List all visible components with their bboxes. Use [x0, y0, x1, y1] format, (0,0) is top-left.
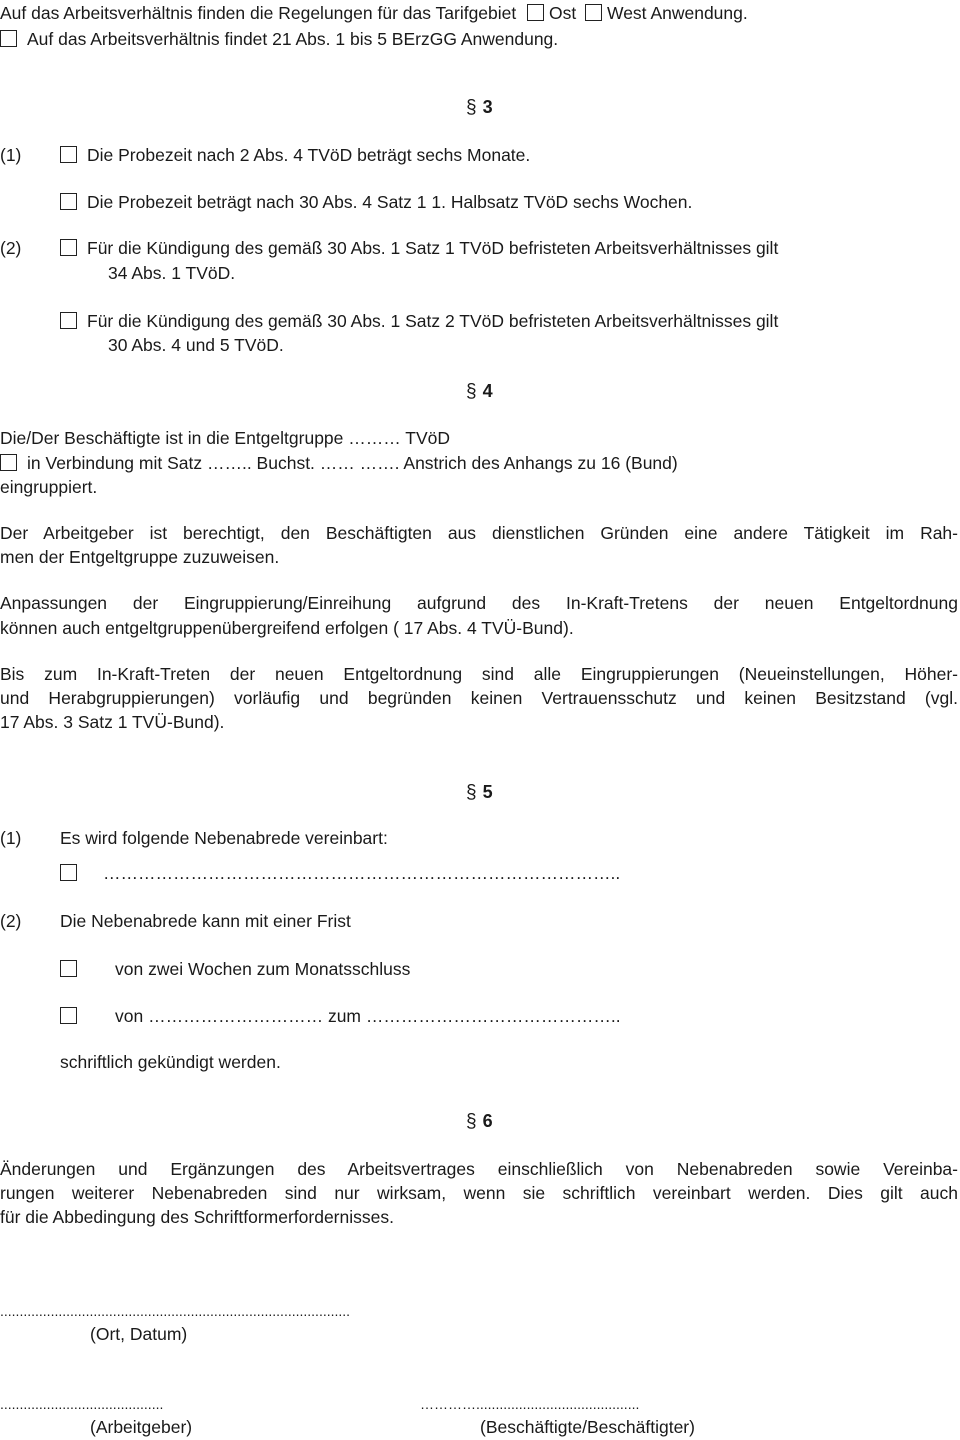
- s5-closing: schriftlich gekündigt werden.: [60, 1052, 281, 1072]
- ost-checkbox[interactable]: [527, 4, 544, 21]
- s3-p2-option-b: Für die Kündigung des gemäß 30 Abs. 1 Satz 2 TVöD befristeten Arbeitsverhältnisses gilt: [60, 310, 778, 332]
- s5-p2-text: Die Nebenabrede kann mit einer Frist: [60, 911, 351, 931]
- s5-frist-option-2: von ………………………… zum ……………………………………..: [60, 1005, 621, 1027]
- s4-p3-line1: Anpassungen der Eingruppierung/Einreihung aufgrund des In-Kraft-Tretens der neuen Entgeltordnung: [0, 593, 958, 613]
- s3-p2-option-b-cont: 30 Abs. 4 und 5 TVöD.: [108, 335, 284, 355]
- section-5-heading: § 5: [466, 782, 493, 803]
- tarifgebiet-line: Auf das Arbeitsverhältnis finden die Regelungen für das Tarifgebiet Ost West Anwendung.: [0, 3, 748, 23]
- s6-line2: rungen weiterer Nebenabreden sind nur wirksam, wenn sie schriftlich vereinbart werden. Dies gilt auch: [0, 1183, 958, 1203]
- s5-nebenabrede-line: [60, 862, 620, 884]
- s3-p2-option-a-cont: 34 Abs. 1 TVöD.: [108, 263, 236, 283]
- s5-p1-text: Es wird folgende Nebenabrede vereinbart:: [60, 828, 388, 848]
- kuendigung-satz2-checkbox[interactable]: [60, 312, 77, 329]
- s4-p2-line2: men der Entgeltgruppe zuzuweisen.: [0, 547, 280, 567]
- section-3-heading: § 3: [466, 97, 493, 118]
- nebenabrede-input[interactable]: ……………………………………………………………………………..: [103, 863, 621, 883]
- s6-line3: für die Abbedingung des Schriftformerfordernisses.: [0, 1207, 394, 1227]
- section-6-heading: § 6: [466, 1111, 493, 1132]
- employer-signature-field[interactable]: ..........................................: [0, 1396, 164, 1412]
- place-date-label: (Ort, Datum): [90, 1324, 188, 1344]
- s4-satz-line: in Verbindung mit Satz …….. Buchst. …… ……. Anstrich des Anhangs zu 16 (Bund): [0, 452, 678, 474]
- s3-p2-num: (2): [0, 238, 22, 258]
- kuendigung-satz1-checkbox[interactable]: [60, 239, 77, 256]
- berzgg-line: Auf das Arbeitsverhältnis findet 21 Abs. 1 bis 5 BErzGG Anwendung.: [0, 28, 558, 50]
- s4-eingruppiert: eingruppiert.: [0, 477, 98, 497]
- s4-p4-line2: und Herabgruppierungen) vorläufig und begründen keinen Vertrauensschutz und keinen Besitzstand (vgl.: [0, 688, 958, 708]
- s5-p2-num: (2): [0, 911, 22, 931]
- frist-custom-checkbox[interactable]: [60, 1007, 77, 1024]
- frist-zwei-wochen-checkbox[interactable]: [60, 960, 77, 977]
- s5-p1-num: (1): [0, 828, 22, 848]
- s5-frist-option-1: von zwei Wochen zum Monatsschluss: [60, 958, 410, 980]
- employer-label: (Arbeitgeber): [90, 1417, 193, 1437]
- s4-p4-line1: Bis zum In-Kraft-Treten der neuen Entgeltordnung sind alle Eingruppierungen (Neueinstellungen, Höher-: [0, 664, 958, 684]
- berzgg-checkbox[interactable]: [0, 30, 17, 47]
- s3-p1-option-a: Die Probezeit nach 2 Abs. 4 TVöD beträgt sechs Monate.: [60, 144, 530, 166]
- verbindung-satz-checkbox[interactable]: [0, 454, 17, 471]
- s4-p2-line1: Der Arbeitgeber ist berechtigt, den Beschäftigten aus dienstlichen Gründen eine andere Tätigkeit im Rah-: [0, 523, 958, 543]
- place-date-field[interactable]: ..........................................................................................: [0, 1303, 351, 1319]
- probezeit-6-monate-checkbox[interactable]: [60, 146, 77, 163]
- section-4-heading: § 4: [466, 381, 493, 402]
- s3-p1-num: (1): [0, 145, 22, 165]
- s3-p1-option-b: Die Probezeit beträgt nach 30 Abs. 4 Satz 1 1. Halbsatz TVöD sechs Wochen.: [60, 191, 692, 213]
- s3-p2-option-a: Für die Kündigung des gemäß 30 Abs. 1 Satz 1 TVöD befristeten Arbeitsverhältnisses gilt: [60, 237, 778, 259]
- s6-line1: Änderungen und Ergänzungen des Arbeitsvertrages einschließlich von Nebenabreden sowie Vereinba-: [0, 1159, 958, 1179]
- s4-p3-line2: können auch entgeltgruppenübergreifend erfolgen ( 17 Abs. 4 TVÜ-Bund).: [0, 618, 574, 638]
- employee-label: (Beschäftigte/Beschäftigter): [480, 1417, 695, 1437]
- s4-p4-line3: 17 Abs. 3 Satz 1 TVÜ-Bund).: [0, 712, 225, 732]
- probezeit-6-wochen-checkbox[interactable]: [60, 193, 77, 210]
- west-checkbox[interactable]: [585, 4, 602, 21]
- nebenabrede-checkbox[interactable]: [60, 864, 77, 881]
- s4-entgeltgruppe: Die/Der Beschäftigte ist in die Entgeltgruppe ……… TVöD: [0, 428, 451, 448]
- employee-signature-field[interactable]: …………..........................................: [420, 1396, 640, 1412]
